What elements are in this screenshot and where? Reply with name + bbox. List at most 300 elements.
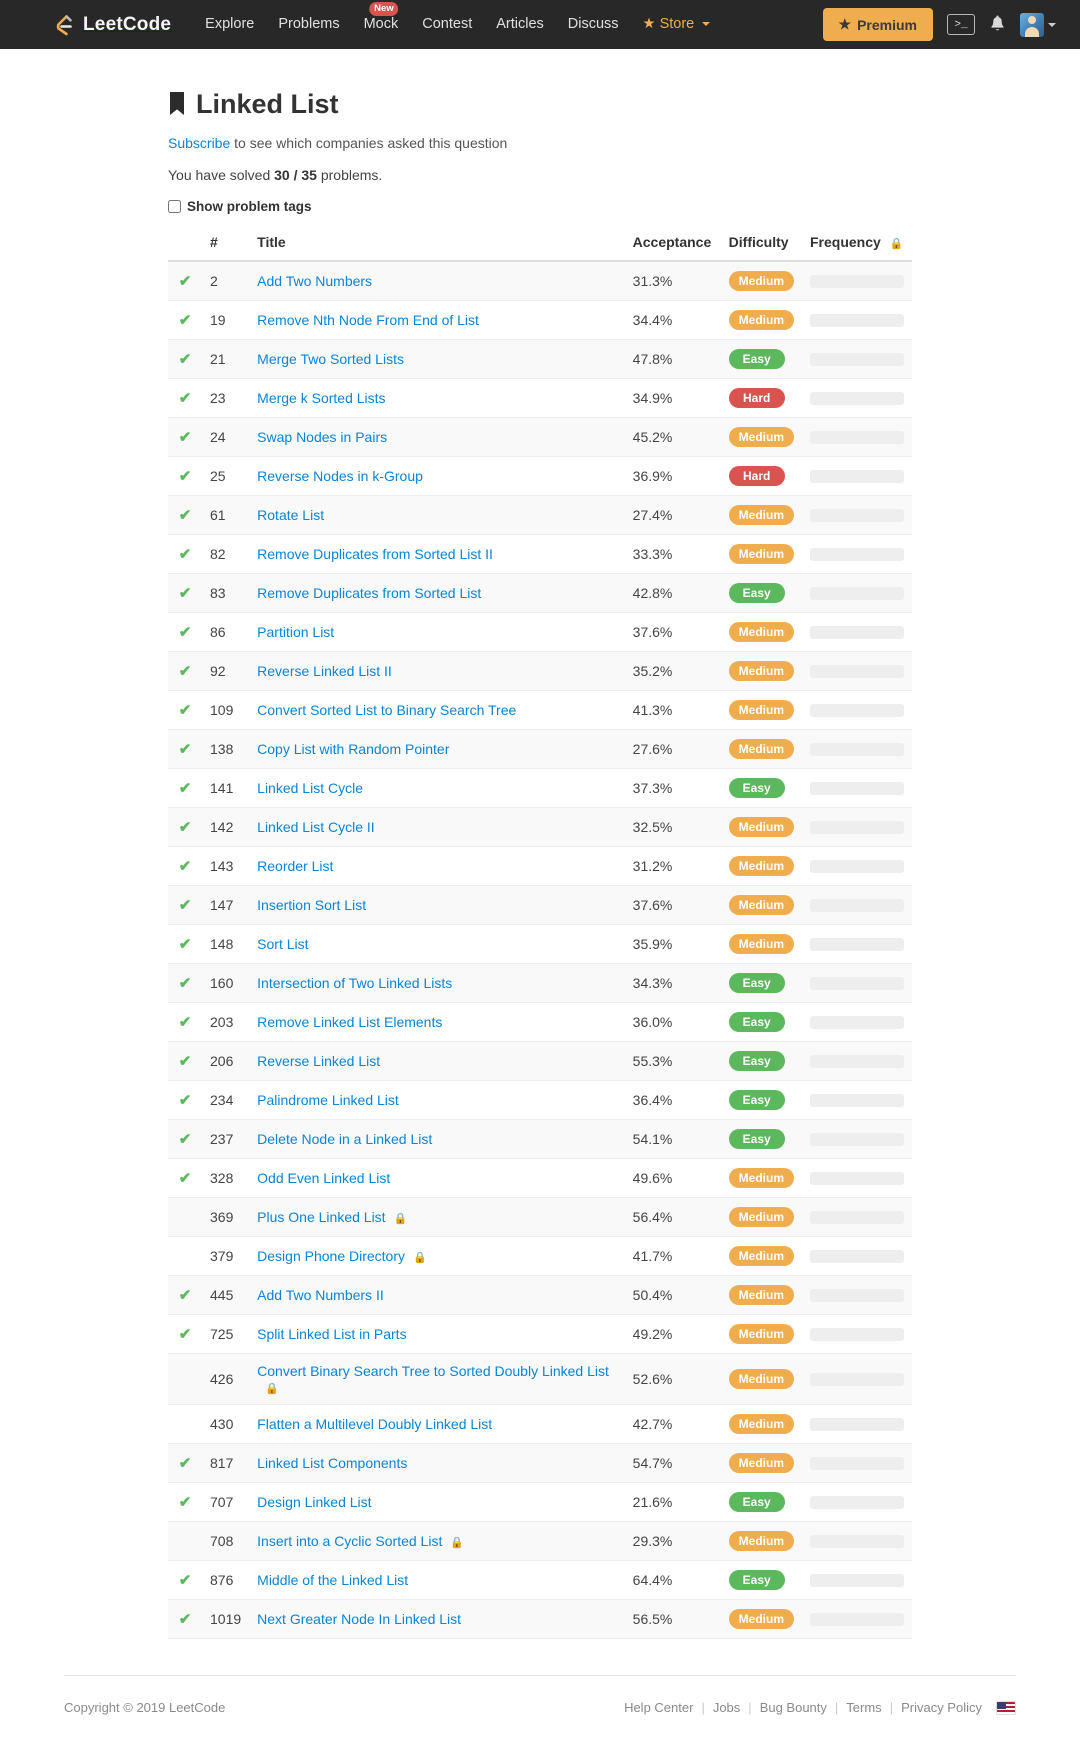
row-difficulty [721,535,802,574]
row-difficulty [721,457,802,496]
row-title-cell [249,769,625,808]
solved-check-icon: ✔ [178,1572,192,1589]
frequency-bar [810,548,904,561]
row-frequency [802,1354,912,1405]
problem-link[interactable]: Split Linked List in Parts [257,1326,407,1342]
premium-button-label: Premium [857,16,917,33]
row-acceptance: 29.3% [632,1533,673,1549]
solved-check-icon: ✔ [178,1455,192,1472]
row-title-cell [249,457,625,496]
row-difficulty [721,418,802,457]
nav-item-mock[interactable] [352,0,411,49]
difficulty-badge: Medium [729,1414,794,1434]
row-title-cell [249,1561,625,1600]
table-row [168,1237,912,1276]
row-status [168,730,202,769]
row-frequency [802,847,912,886]
row-title-cell [249,1042,625,1081]
row-title-cell [249,964,625,1003]
table-row [168,925,912,964]
frequency-bar [810,977,904,990]
difficulty-badge: Medium [729,544,794,564]
row-difficulty [721,1600,802,1639]
row-difficulty [721,379,802,418]
solved-check-icon: ✔ [178,1131,192,1148]
difficulty-badge: Easy [729,1012,785,1032]
row-difficulty [721,808,802,847]
row-difficulty [721,1042,802,1081]
lock-icon: 🔒 [413,1252,427,1264]
row-title-cell [249,1354,625,1405]
problem-link[interactable]: Reverse Linked List [257,1053,381,1069]
footer-separator: | [748,1700,752,1715]
problem-link[interactable]: Linked List Components [257,1455,408,1471]
show-problem-tags-label: Show problem tags [187,199,312,214]
row-status [168,691,202,730]
solved-check-icon: ✔ [178,1053,192,1070]
row-number: 92 [210,663,226,679]
column-difficulty[interactable]: Difficulty [721,226,802,261]
difficulty-badge: Medium [729,310,794,330]
solved-check-icon: ✔ [178,507,192,524]
solved-count-line [168,167,912,183]
brand-home-link[interactable] [50,12,171,38]
row-number: 328 [210,1170,234,1186]
problem-link[interactable]: Add Two Numbers II [257,1287,384,1303]
frequency-bar [810,470,904,483]
user-menu[interactable] [1020,13,1056,37]
lock-icon: 🔒 [450,1537,465,1549]
frequency-bar [810,1133,904,1146]
row-status [168,769,202,808]
row-status [168,1237,202,1276]
row-number: 369 [210,1209,234,1225]
footer-link-terms[interactable]: Terms [846,1700,882,1715]
row-status [168,1120,202,1159]
row-number: 143 [210,858,234,874]
row-status [168,535,202,574]
row-number: 237 [210,1131,234,1147]
title-row [168,89,912,119]
row-difficulty [721,1237,802,1276]
difficulty-badge: Medium [729,271,794,291]
difficulty-badge: Medium [729,427,794,447]
row-title-cell [249,574,625,613]
problem-link[interactable]: Plus One Linked List [257,1209,386,1225]
row-difficulty [721,652,802,691]
row-number: 160 [210,975,234,991]
us-flag-icon[interactable] [996,1701,1016,1715]
problem-link[interactable]: Intersection of Two Linked Lists [257,975,453,991]
footer-link-bug-bounty[interactable]: Bug Bounty [759,1700,827,1715]
problem-link[interactable]: Remove Duplicates from Sorted List [257,585,482,601]
solved-check-icon: ✔ [178,741,192,758]
problem-link[interactable]: Next Greater Node In Linked List [257,1611,462,1627]
solved-count: 30 / 35 [274,167,317,183]
row-number: 83 [210,585,226,601]
difficulty-badge: Easy [729,973,785,993]
solved-check-icon: ✔ [178,819,192,836]
frequency-bar [810,1613,904,1626]
row-frequency [802,964,912,1003]
row-acceptance: 42.7% [632,1416,673,1432]
row-title-cell [249,535,625,574]
row-acceptance: 54.7% [632,1455,673,1471]
table-row [168,1120,912,1159]
table-row [168,1600,912,1639]
frequency-bar [810,1016,904,1029]
row-acceptance: 41.7% [632,1248,673,1264]
row-frequency [802,1237,912,1276]
table-row [168,1444,912,1483]
notification-bell-icon[interactable] [989,15,1006,34]
nav-item-contest[interactable]: Contest [422,16,473,32]
difficulty-badge: Medium [729,817,794,837]
row-acceptance: 41.3% [632,702,673,718]
row-acceptance: 36.4% [632,1092,673,1108]
table-row [168,301,912,340]
subscribe-line [168,135,912,151]
table-row [168,535,912,574]
problem-link[interactable]: Convert Binary Search Tree to Sorted Doubly Linked List [257,1363,609,1379]
footer-link-privacy-policy[interactable]: Privacy Policy [901,1700,982,1715]
problem-link[interactable]: Reverse Nodes in k-Group [257,468,423,484]
problem-link[interactable]: Sort List [257,936,309,952]
table-row [168,1483,912,1522]
problem-link[interactable]: Remove Linked List Elements [257,1014,443,1030]
solved-check-icon: ✔ [178,351,192,368]
row-acceptance: 37.6% [632,897,673,913]
difficulty-badge: Easy [729,1492,785,1512]
frequency-bar [810,1289,904,1302]
row-number: 141 [210,780,234,796]
row-frequency [802,457,912,496]
row-difficulty [721,340,802,379]
frequency-bar [810,821,904,834]
frequency-bar [810,587,904,600]
row-title-cell [249,691,625,730]
bookmark-icon [168,91,186,117]
row-status [168,1444,202,1483]
problem-link[interactable]: Design Linked List [257,1494,372,1510]
difficulty-badge: Easy [729,583,785,603]
row-difficulty [721,1276,802,1315]
problem-link[interactable]: Middle of the Linked List [257,1572,409,1588]
row-frequency [802,886,912,925]
nav-item-articles[interactable]: Articles [496,16,544,32]
problem-link[interactable]: Merge k Sorted Lists [257,390,386,406]
row-acceptance: 37.6% [632,624,673,640]
leetcode-logo-icon [50,12,76,38]
frequency-bar [810,392,904,405]
solved-check-icon: ✔ [178,897,192,914]
solved-check-icon: ✔ [178,585,192,602]
row-frequency [802,535,912,574]
row-frequency [802,613,912,652]
frequency-bar [810,665,904,678]
row-status [168,1081,202,1120]
brand-name: LeetCode [83,13,172,35]
row-title-cell [249,1081,625,1120]
row-acceptance: 21.6% [632,1494,673,1510]
difficulty-badge: Medium [729,1285,794,1305]
problem-link[interactable]: Swap Nodes in Pairs [257,429,388,445]
row-difficulty [721,301,802,340]
row-acceptance: 27.4% [632,507,673,523]
row-status [168,847,202,886]
difficulty-badge: Medium [729,661,794,681]
row-status [168,1198,202,1237]
row-difficulty [721,613,802,652]
nav-item-problems[interactable]: Problems [278,16,340,32]
difficulty-badge: Easy [729,1090,785,1110]
row-status [168,886,202,925]
frequency-bar [810,431,904,444]
row-title-cell [249,1405,625,1444]
copyright-text: Copyright © 2019 LeetCode [64,1700,226,1715]
star-icon: ★ [838,16,852,32]
row-acceptance: 49.6% [632,1170,673,1186]
row-title-cell [249,652,625,691]
frequency-bar [810,899,904,912]
table-row [168,379,912,418]
solved-suffix: problems. [316,167,383,183]
column-status [168,226,202,261]
row-number: 234 [210,1092,234,1108]
row-number: 876 [210,1572,234,1588]
table-header-row [168,226,912,261]
chevron-down-icon [702,22,710,26]
row-difficulty [721,1483,802,1522]
frequency-bar [810,1496,904,1509]
subscribe-rest-text: to see which companies asked this question [230,135,508,151]
row-status [168,574,202,613]
row-frequency [802,1276,912,1315]
row-frequency [802,1081,912,1120]
problem-link[interactable]: Palindrome Linked List [257,1092,399,1108]
terminal-icon[interactable]: >_ [947,14,975,35]
problem-link[interactable]: Design Phone Directory [257,1248,406,1264]
difficulty-badge: Hard [729,388,785,408]
table-row [168,1198,912,1237]
problem-link[interactable]: Reverse Linked List II [257,663,392,679]
frequency-bar [810,1373,904,1386]
row-status [168,1042,202,1081]
difficulty-badge: Medium [729,1609,794,1629]
row-acceptance: 36.9% [632,468,673,484]
problem-link[interactable]: Insert into a Cyclic Sorted List [257,1533,443,1549]
column-acceptance[interactable]: Acceptance [625,226,721,261]
row-difficulty [721,1315,802,1354]
navbar-right [823,8,1056,41]
row-number: 142 [210,819,234,835]
row-acceptance: 35.2% [632,663,673,679]
footer-separator: | [889,1700,894,1715]
problem-link[interactable]: Remove Nth Node From End of List [257,312,479,328]
row-status [168,964,202,1003]
row-frequency [802,1522,912,1561]
problem-link[interactable]: Flatten a Multilevel Doubly Linked List [257,1416,493,1432]
nav-item-explore[interactable]: Explore [205,16,255,32]
row-difficulty [721,1003,802,1042]
nav-item-store[interactable] [631,0,723,49]
frequency-bar [810,1211,904,1224]
problem-link[interactable]: Insertion Sort List [257,897,367,913]
problem-link[interactable]: Reorder List [257,858,334,874]
problem-link[interactable]: Remove Duplicates from Sorted List II [257,546,493,562]
row-frequency [802,1315,912,1354]
row-acceptance: 34.9% [632,390,673,406]
nav-links [193,0,722,49]
problems-table-head [168,226,912,261]
solved-check-icon: ✔ [178,1494,192,1511]
chevron-down-icon [1048,23,1056,27]
row-difficulty [721,730,802,769]
problem-link[interactable]: Delete Node in a Linked List [257,1131,433,1147]
frequency-bar [810,938,904,951]
row-difficulty [721,964,802,1003]
lock-icon: 🔒 [889,238,904,250]
footer [64,1676,1016,1755]
difficulty-badge: Medium [729,934,794,954]
row-status [168,1522,202,1561]
nav-item-mock-label: Mock [363,16,399,32]
row-title-cell [249,1003,625,1042]
solved-check-icon: ✔ [178,1170,192,1187]
row-acceptance: 31.2% [632,858,673,874]
row-difficulty [721,769,802,808]
row-status [168,1003,202,1042]
row-difficulty [721,847,802,886]
subscribe-link[interactable]: Subscribe [168,135,231,151]
frequency-bar [810,509,904,522]
row-title-cell [249,925,625,964]
footer-link-jobs[interactable]: Jobs [712,1700,741,1715]
row-title-cell [249,847,625,886]
table-row [168,730,912,769]
frequency-bar [810,782,904,795]
content-container [168,89,912,1639]
difficulty-badge: Hard [729,466,785,486]
frequency-bar [810,743,904,756]
table-row [168,1003,912,1042]
row-acceptance: 54.1% [632,1131,673,1147]
solved-check-icon: ✔ [178,546,192,563]
row-frequency [802,261,912,301]
solved-check-icon: ✔ [178,390,192,407]
frequency-bar [810,1094,904,1107]
solved-check-icon: ✔ [178,702,192,719]
difficulty-badge: Medium [729,1246,794,1266]
row-frequency [802,1561,912,1600]
row-status [168,1600,202,1639]
problem-link[interactable]: Rotate List [257,507,325,523]
solved-check-icon: ✔ [178,1326,192,1343]
row-frequency [802,1120,912,1159]
nav-item-discuss[interactable]: Discuss [567,16,619,32]
footer-links [624,1700,1016,1715]
problem-link[interactable]: Add Two Numbers [257,273,373,289]
difficulty-badge: Easy [729,349,785,369]
row-title-cell [249,301,625,340]
problem-link[interactable]: Linked List Cycle [257,780,363,796]
row-number: 24 [210,429,226,445]
problems-table-body [168,261,912,1639]
show-problem-tags-checkbox[interactable] [168,200,181,213]
row-status [168,418,202,457]
row-status [168,379,202,418]
row-difficulty [721,691,802,730]
difficulty-badge: Medium [729,1207,794,1227]
row-acceptance: 55.3% [632,1053,673,1069]
column-frequency-label: Frequency [810,234,881,250]
row-frequency [802,1003,912,1042]
table-row [168,1561,912,1600]
row-status [168,301,202,340]
row-title-cell [249,496,625,535]
column-title[interactable]: Title [249,226,625,261]
row-frequency [802,808,912,847]
row-acceptance: 52.6% [632,1371,673,1387]
row-title-cell [249,1444,625,1483]
row-acceptance: 32.5% [632,819,673,835]
problem-link[interactable]: Linked List Cycle II [257,819,375,835]
row-number: 708 [210,1533,234,1549]
table-row [168,1276,912,1315]
frequency-bar [810,704,904,717]
row-title-cell [249,418,625,457]
solved-check-icon: ✔ [178,1287,192,1304]
row-title-cell [249,379,625,418]
row-status [168,1354,202,1405]
premium-button[interactable] [823,8,933,41]
table-row [168,652,912,691]
problem-link[interactable]: Partition List [257,624,335,640]
row-status [168,1561,202,1600]
solved-check-icon: ✔ [178,1611,192,1628]
row-number: 2 [210,273,218,289]
table-row [168,847,912,886]
solved-check-icon: ✔ [178,1014,192,1031]
row-number: 109 [210,702,234,718]
show-problem-tags-toggle[interactable] [168,199,912,214]
row-number: 817 [210,1455,234,1471]
page-body [0,49,1080,1755]
frequency-bar [810,1418,904,1431]
lock-icon: 🔒 [265,1383,279,1395]
solved-check-icon: ✔ [178,273,192,290]
column-number[interactable]: # [202,226,249,261]
row-title-cell [249,613,625,652]
row-number: 379 [210,1248,234,1264]
problem-link[interactable]: Odd Even Linked List [257,1170,391,1186]
row-number: 445 [210,1287,234,1303]
row-acceptance: 50.4% [632,1287,673,1303]
problem-link[interactable]: Convert Sorted List to Binary Search Tree [257,702,517,718]
footer-link-help-center[interactable]: Help Center [624,1700,694,1715]
row-status [168,1159,202,1198]
row-title-cell [249,1276,625,1315]
row-acceptance: 49.2% [632,1326,673,1342]
row-status [168,1315,202,1354]
problem-link[interactable]: Merge Two Sorted Lists [257,351,404,367]
row-number: 148 [210,936,234,952]
row-number: 23 [210,390,226,406]
column-frequency[interactable] [802,226,912,261]
problem-link[interactable]: Copy List with Random Pointer [257,741,450,757]
difficulty-badge: Medium [729,1324,794,1344]
row-title-cell [249,1198,625,1237]
